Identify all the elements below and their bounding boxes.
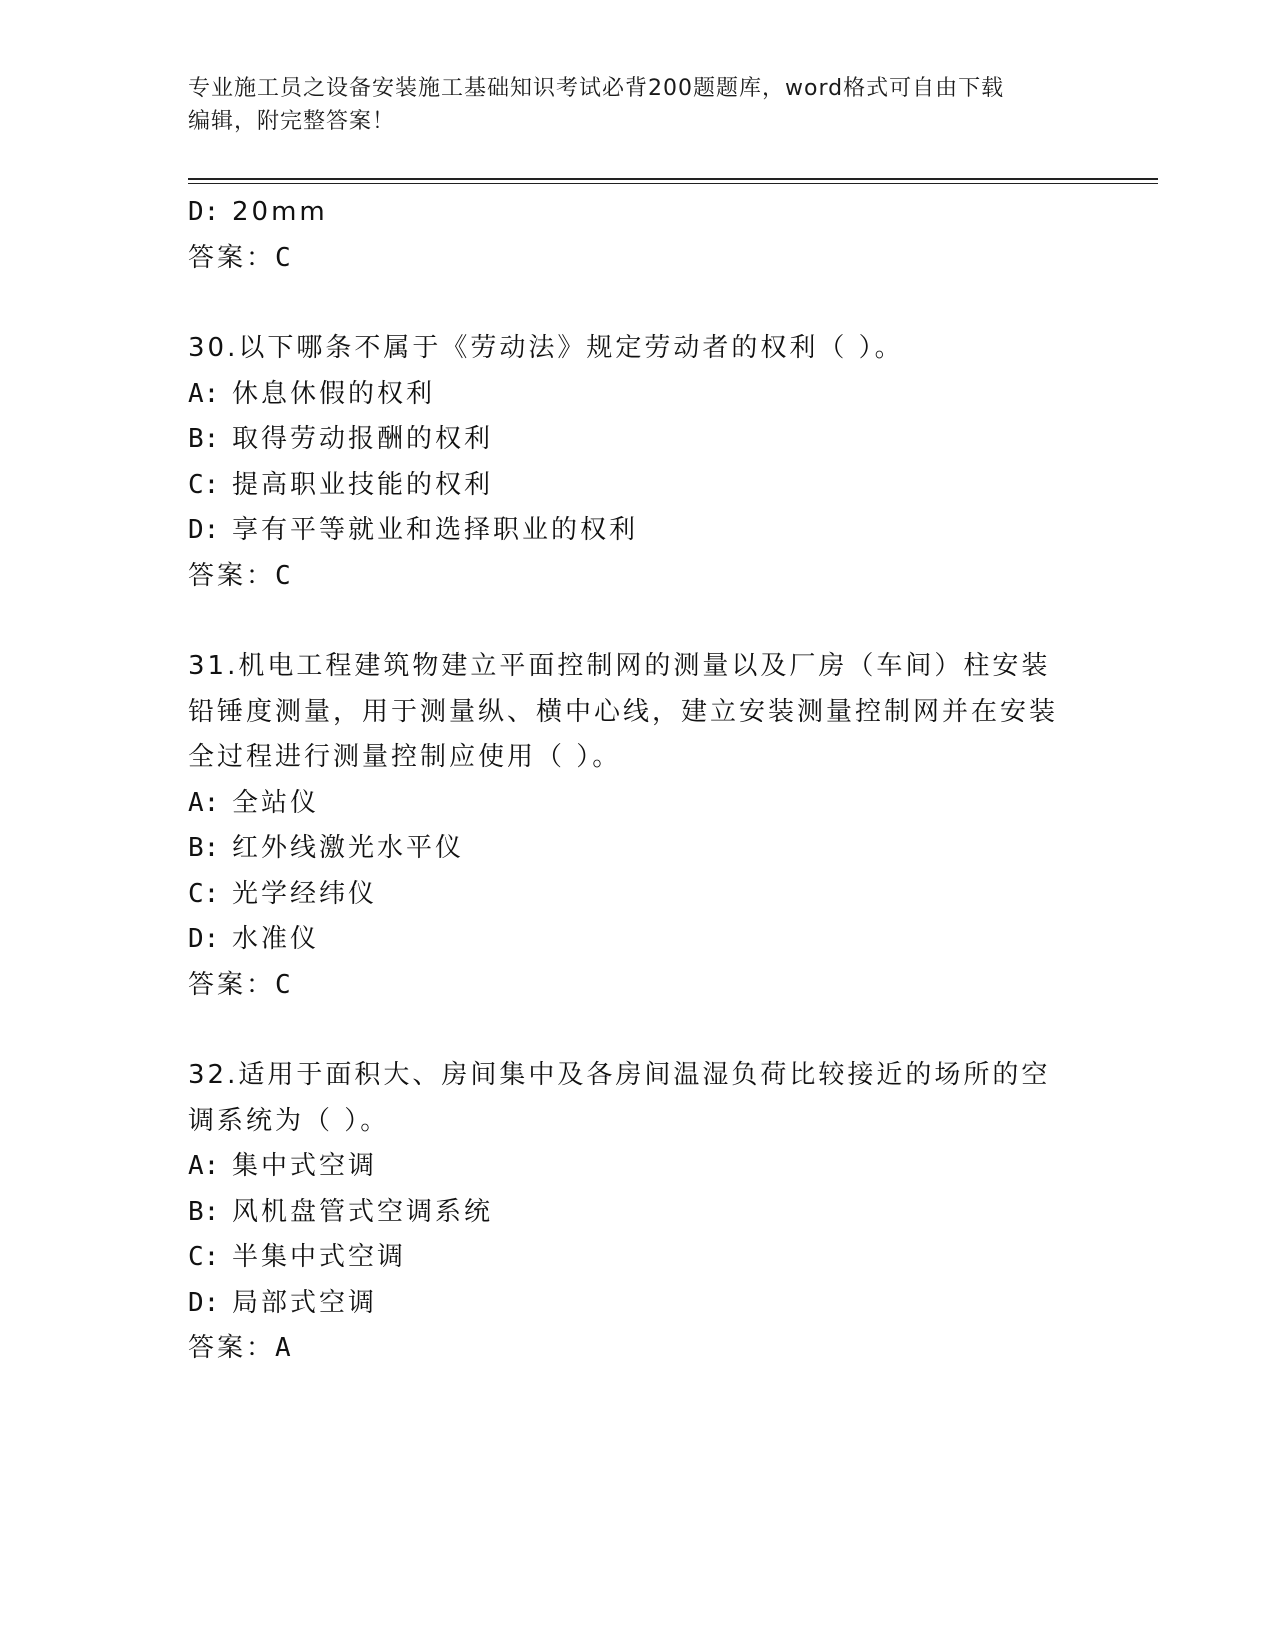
question-31: [188, 644, 1078, 1008]
document-header: [188, 72, 1068, 138]
header-rule-thick: [188, 178, 1158, 180]
option-text: 水准仪: [232, 924, 320, 954]
option-key: D:: [188, 924, 220, 954]
option-key: B:: [188, 424, 220, 454]
option-key: B:: [188, 1196, 220, 1227]
option-b: [188, 417, 1078, 463]
answer-value: C: [275, 560, 294, 591]
option-key: D:: [188, 1287, 220, 1318]
option-text: 提高职业技能的权利: [232, 469, 494, 500]
option-key: D:: [188, 197, 220, 227]
option-text: 风机盘管式空调系统: [232, 1196, 494, 1227]
header-rule-thin: [188, 183, 1158, 184]
answer-label: 答案：: [188, 1333, 276, 1363]
answer-label: 答案：: [188, 969, 276, 1000]
question-content: [188, 190, 1078, 1372]
option-c: [188, 463, 1078, 509]
question-30: [188, 326, 1078, 599]
option-a: [188, 781, 1078, 827]
option-key: A:: [188, 787, 220, 818]
option-text: 红外线激光水平仪: [232, 833, 465, 863]
option-text: 光学经纬仪: [232, 878, 378, 909]
answer-label: 答案：: [188, 560, 276, 591]
option-b: [188, 826, 1078, 872]
answer-value: C: [275, 969, 294, 1000]
header-title-line-2: 编辑，附完整答案！: [188, 109, 396, 134]
option-c: [188, 872, 1078, 918]
option-d: [188, 508, 1078, 554]
option-c: [188, 1235, 1078, 1281]
question-text: 31.机电工程建筑物建立平面控制网的测量以及厂房（车间）柱安装铅锤度测量，用于测量纵、横中心线，建立安装测量控制网并在安装全过程进行测量控制应使用（ ）。: [188, 651, 1059, 772]
header-title-line-1: 专业施工员之设备安装施工基础知识考试必背200题题库，word格式可自由下载: [188, 76, 1005, 101]
option-key: A:: [188, 378, 220, 409]
question-text: 30.以下哪条不属于《劳动法》规定劳动者的权利（ ）。: [188, 333, 904, 363]
option-text: 局部式空调: [232, 1287, 378, 1318]
answer-label: 答案：: [188, 242, 276, 273]
option-text: 全站仪: [232, 787, 320, 818]
option-b: [188, 1190, 1078, 1236]
carryover-option-d: [188, 190, 1078, 236]
option-d: [188, 1281, 1078, 1327]
option-text: 取得劳动报酬的权利: [232, 424, 494, 454]
option-text: 享有平等就业和选择职业的权利: [232, 515, 639, 545]
question-text: 32.适用于面积大、房间集中及各房间温湿负荷比较接近的场所的空调系统为（ ）。: [188, 1060, 1051, 1136]
question-32: [188, 1053, 1078, 1372]
option-d: [188, 917, 1078, 963]
option-key: C:: [188, 878, 220, 909]
answer-line: [188, 963, 1078, 1009]
carryover-answer: [188, 236, 1078, 282]
option-a: [188, 372, 1078, 418]
option-key: A:: [188, 1151, 220, 1181]
answer-value: A: [275, 1333, 294, 1363]
option-a: [188, 1144, 1078, 1190]
option-key: D:: [188, 515, 220, 545]
option-text: 集中式空调: [232, 1151, 378, 1181]
answer-value: C: [275, 242, 294, 273]
answer-line: [188, 1326, 1078, 1372]
option-text: 20mm: [232, 197, 328, 227]
answer-line: [188, 554, 1078, 600]
option-key: B:: [188, 833, 220, 863]
option-text: 半集中式空调: [232, 1242, 407, 1272]
option-text: 休息休假的权利: [232, 378, 436, 409]
option-key: C:: [188, 469, 220, 500]
option-key: C:: [188, 1242, 220, 1272]
